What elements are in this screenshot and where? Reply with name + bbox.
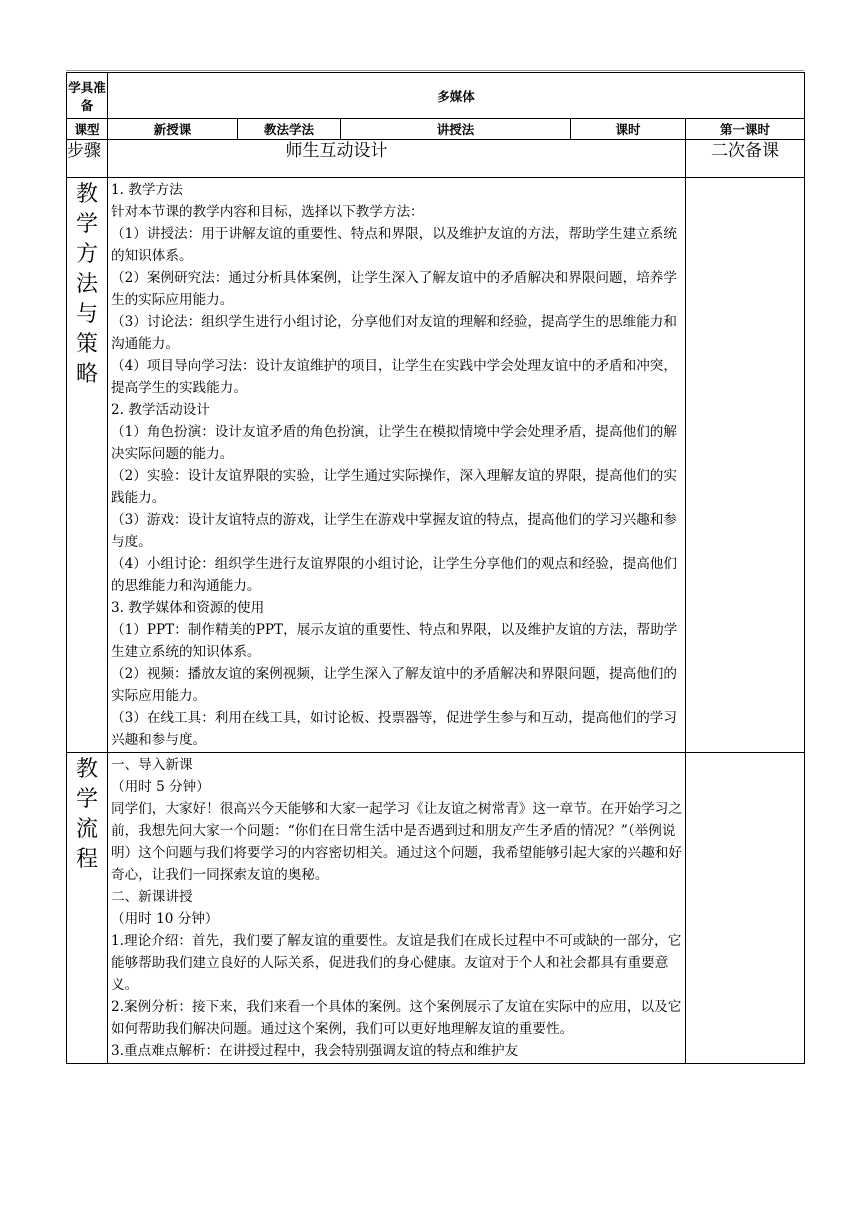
value-period: 第一课时 xyxy=(686,119,805,140)
value-prep: 多媒体 xyxy=(108,73,805,119)
section-title-strategy xyxy=(67,178,108,753)
title-char: 程 xyxy=(75,847,98,872)
content-line: （1）讲授法：用于讲解友谊的重要性、特点和界限，以及维护友谊的方法，帮助学生建立系统的知识体系。 xyxy=(111,226,677,264)
second-prep-cell-process xyxy=(686,753,805,1064)
process-content xyxy=(108,753,686,1064)
header-row-prep xyxy=(67,73,805,119)
title-char: 略 xyxy=(75,362,98,387)
title-char: 教 xyxy=(75,757,98,782)
content-line: 同学们，大家好！很高兴今天能够和大家一起学习《让友谊之树常青》这一章节。在开始学习之前，我想先问大家一个问题：“你们在日常生活中是否遇到过和朋友产生矛盾的情况？”（举例说明）这个问题与我们将要学习的内容密切相关。通过这个问题，我希望能够引起大家的兴趣和好奇心，让我们一同探索友谊的奥秘。 xyxy=(111,801,682,883)
content-line: （2）实验：设计友谊界限的实验，让学生通过实际操作，深入理解友谊的界限，提高他们的实践能力。 xyxy=(111,468,677,506)
content-line: （用时 5 分钟） xyxy=(111,779,210,795)
content-line: （2）视频：播放友谊的案例视频，让学生深入了解友谊中的矛盾解决和界限问题，提高他们的实际应用能力。 xyxy=(111,666,677,704)
lesson-plan-table xyxy=(66,72,805,1064)
content-line: （3）游戏：设计友谊特点的游戏，让学生在游戏中掌握友谊的特点，提高他们的学习兴趣和参与度。 xyxy=(111,512,677,550)
content-line: （4）小组讨论：组织学生进行友谊界限的小组讨论，让学生分享他们的观点和经验，提高他们的思维能力和沟通能力。 xyxy=(111,556,677,594)
title-char: 方 xyxy=(75,242,98,267)
content-line: （用时 10 分钟） xyxy=(111,911,219,927)
value-type: 新授课 xyxy=(108,119,238,140)
strategy-content xyxy=(108,178,686,753)
section-title-process xyxy=(67,753,108,1064)
label-design: 师生互动设计 xyxy=(108,140,686,178)
label-second: 二次备课 xyxy=(686,140,805,178)
label-steps: 步骤 xyxy=(67,140,108,178)
content-line: 3. 教学媒体和资源的使用 xyxy=(111,600,265,616)
content-line: （3）讨论法：组织学生进行小组讨论，分享他们对友谊的理解和经验，提高学生的思维能力和沟通能力。 xyxy=(111,314,677,352)
content-line: 2. 教学活动设计 xyxy=(111,402,210,418)
label-period: 课时 xyxy=(571,119,686,140)
title-char: 与 xyxy=(75,302,98,327)
row-process xyxy=(67,753,805,1064)
content-line: 3.重点难点解析：在讲授过程中，我会特别强调友谊的特点和维护友 xyxy=(111,1043,519,1059)
label-type: 课型 xyxy=(67,119,108,140)
content-line: （3）在线工具：利用在线工具，如讨论板、投票器等，促进学生参与和互动，提高他们的学习兴趣和参与度。 xyxy=(111,710,677,748)
content-line: 一、导入新课 xyxy=(111,757,193,773)
content-line: 针对本节课的教学内容和目标，选择以下教学方法： xyxy=(111,204,424,220)
content-line: 二、新课讲授 xyxy=(111,889,193,905)
content-line: （1）角色扮演：设计友谊矛盾的角色扮演，让学生在模拟情境中学会处理矛盾，提高他们的解决实际问题的能力。 xyxy=(111,424,677,462)
header-row-type xyxy=(67,119,805,140)
title-char: 教 xyxy=(75,182,98,207)
row-strategy xyxy=(67,178,805,753)
content-line: 2.案例分析：接下来，我们来看一个具体的案例。这个案例展示了友谊在实际中的应用，以及它如何帮助我们解决问题。通过这个案例，我们可以更好地理解友谊的重要性。 xyxy=(111,999,682,1037)
content-line: 1. 教学方法 xyxy=(111,182,183,198)
content-line: （1）PPT：制作精美的PPT，展示友谊的重要性、特点和界限，以及维护友谊的方法，帮助学生建立系统的知识体系。 xyxy=(111,622,678,660)
title-char: 策 xyxy=(75,332,98,357)
title-char: 流 xyxy=(75,817,98,842)
label-prep: 学具准备 xyxy=(67,73,108,119)
content-line: （2）案例研究法：通过分析具体案例，让学生深入了解友谊中的矛盾解决和界限问题，培养学生的实际应用能力。 xyxy=(111,270,677,308)
label-method: 教法学法 xyxy=(238,119,341,140)
content-line: 1.理论介绍：首先，我们要了解友谊的重要性。友谊是我们在成长过程中不可或缺的一部分，它能够帮助我们建立良好的人际关系，促进我们的身心健康。友谊对于个人和社会都具有重要意义。 xyxy=(111,933,682,993)
title-char: 法 xyxy=(75,272,98,297)
content-line: （4）项目导向学习法：设计友谊维护的项目，让学生在实践中学会处理友谊中的矛盾和冲突，提高学生的实践能力。 xyxy=(111,358,677,396)
second-prep-cell-strategy xyxy=(686,178,805,753)
header-row-steps xyxy=(67,140,805,178)
top-rule xyxy=(66,70,804,71)
title-char: 学 xyxy=(75,212,98,237)
title-char: 学 xyxy=(75,787,98,812)
value-method: 讲授法 xyxy=(341,119,571,140)
